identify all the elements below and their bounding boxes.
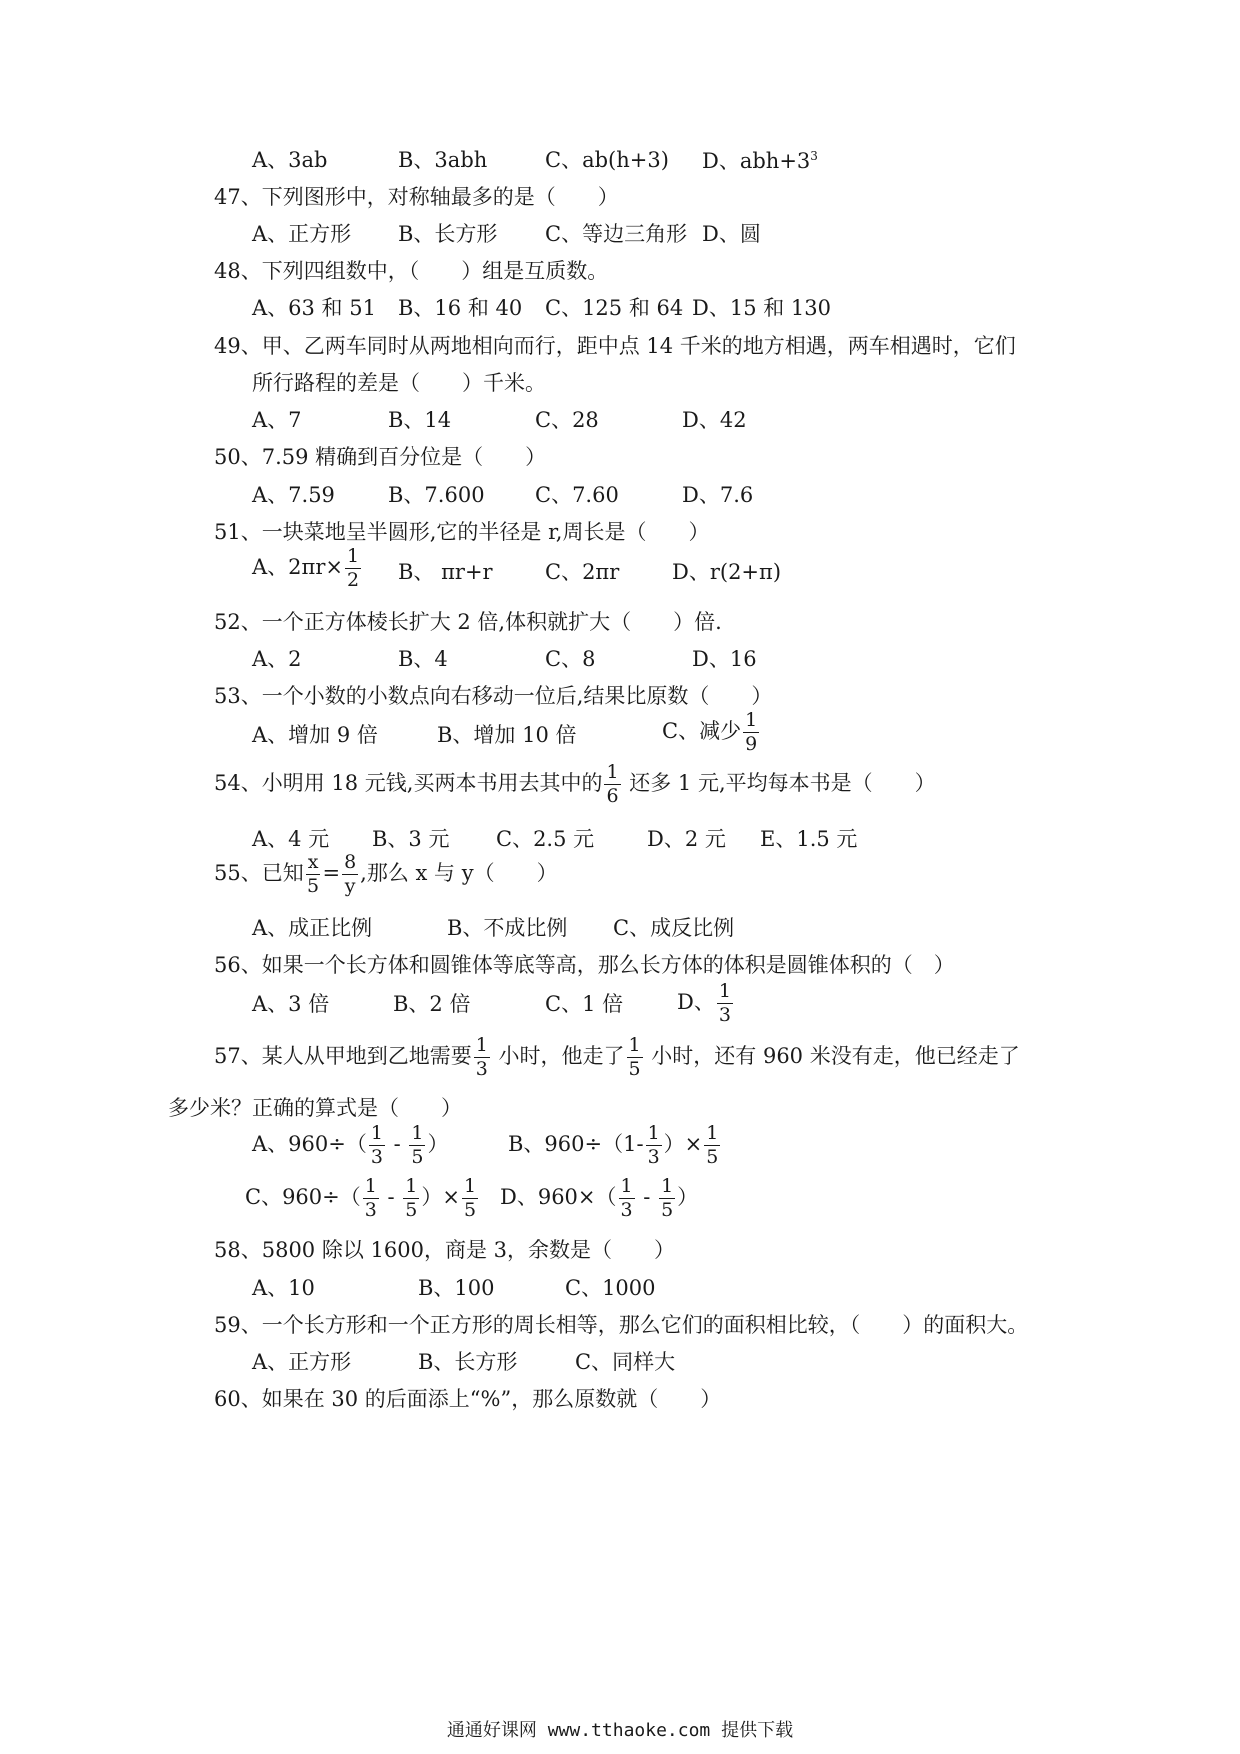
q51-option-c: C、2πr [545,560,620,584]
q54-option-e: E、1.5 元 [760,827,858,851]
fraction [474,1036,490,1079]
fraction-numerator: 1 [661,1175,674,1197]
q57-option-a-close: ） [427,1132,449,1156]
q52-option-d: D、16 [692,647,757,671]
q57-option-d [500,1177,698,1220]
q50-option-a: A、7.59 [252,483,335,507]
fraction-numerator: 1 [745,709,758,731]
q47-option-d: D、圆 [702,222,761,246]
q55-option-b: B、不成比例 [447,916,568,940]
q58-option-c: C、1000 [565,1276,656,1300]
q46-option-d-exponent: 3 [810,149,818,163]
q54-option-a: A、4 元 [252,827,330,851]
fraction [462,1177,478,1220]
footer-watermark: 通通好课网 www.tthaoke.com 提供下载 [446,1720,794,1741]
q59-option-a: A、正方形 [252,1350,352,1374]
fraction [704,1124,720,1167]
q60-stem: 60、如果在 30 的后面添上“%”，那么原数就（ ） [214,1387,722,1411]
fraction-denominator: 6 [606,785,619,807]
q57-option-b-text: B、960÷（1- [508,1132,644,1156]
q46-option-a: A、3ab [252,148,328,172]
q58-option-a: A、10 [252,1276,315,1300]
q53-option-c-text: C、减少 [662,719,742,743]
q57-option-a [252,1124,448,1167]
q46-option-d-base: D、abh+3 [702,149,811,173]
fraction-numerator: 1 [628,1034,641,1056]
q53-option-a: A、增加 9 倍 [252,723,378,747]
fraction-denominator: 5 [411,1146,424,1168]
q57-stem-pre: 57、某人从甲地到乙地需要 [214,1044,472,1068]
q56-option-c: C、1 倍 [545,992,624,1016]
q54-stem [214,763,936,806]
q59-stem: 59、一个长方形和一个正方形的周长相等，那么它们的面积相比较，（ ）的面积大。 [214,1313,1029,1337]
fraction-denominator: 5 [706,1146,719,1168]
q48-stem: 48、下列四组数中，（ ）组是互质数。 [214,259,609,283]
fraction-numerator: 1 [475,1034,488,1056]
q47-option-c: C、等边三角形 [545,222,688,246]
q52-option-a: A、2 [252,647,302,671]
q57-option-c-mid: ）× [421,1185,460,1209]
q51-option-a-text: A、2πr× [252,555,343,579]
q48-option-a: A、63 和 51 [252,296,376,320]
q47-stem: 47、下列图形中，对称轴最多的是（ ） [214,185,619,209]
q51-option-d: D、r(2+π) [672,560,782,584]
q55-stem [214,853,558,896]
equals-sign: = [322,861,341,885]
q49-option-d: D、42 [682,408,747,432]
fraction-denominator: 3 [370,1146,383,1168]
q50-option-b: B、7.600 [388,483,485,507]
q57-stem-mid: 小时，他走了 [491,1044,625,1068]
fraction [717,982,733,1025]
q49-option-c: C、28 [535,408,599,432]
q52-stem: 52、一个正方体棱长扩大 2 倍,体积就扩大（ ）倍. [214,610,722,634]
fraction [646,1124,662,1167]
q46-option-b: B、3abh [398,148,488,172]
q57-stem-line2: 多少米？正确的算式是（ ） [168,1096,462,1120]
q51-option-a [252,547,363,590]
q57-option-c [245,1177,480,1220]
q58-option-b: B、100 [418,1276,495,1300]
fraction-numerator: x [307,851,319,873]
fraction-numerator: 1 [405,1175,418,1197]
fraction-denominator: 3 [647,1146,660,1168]
q57-option-b [508,1124,722,1167]
q54-option-d: D、2 元 [647,827,726,851]
q55-stem-pre: 55、已知 [214,861,304,885]
q54-option-b: B、3 元 [372,827,450,851]
fraction-numerator: 1 [647,1122,660,1144]
fraction-denominator: y [344,875,356,897]
fraction-denominator: 5 [628,1058,641,1080]
fraction-denominator: 2 [346,569,360,591]
q59-option-c: C、同样大 [575,1350,676,1374]
fraction-numerator: 1 [606,761,619,783]
q49-option-a: A、7 [252,408,302,432]
fraction [342,853,358,896]
fraction-denominator: 5 [405,1199,418,1221]
q49-stem-line2: 所行路程的差是（ ）千米。 [252,371,546,395]
q46-option-c: C、ab(h+3) [545,148,669,172]
q57-option-d-text: D、960×（ [500,1185,617,1209]
fraction [363,1177,379,1220]
fraction-numerator: 1 [411,1122,424,1144]
fraction-numerator: 1 [346,545,360,567]
fraction [409,1124,425,1167]
q50-option-c: C、7.60 [535,483,619,507]
q49-stem-line1: 49、甲、乙两车同时从两地相向而行，距中点 14 千米的地方相遇，两车相遇时，它们 [214,334,1016,358]
q52-option-b: B、4 [398,647,448,671]
q51-stem: 51、一块菜地呈半圆形,它的半径是 r,周长是（ ） [214,520,710,544]
q50-option-d: D、7.6 [682,483,754,507]
q54-option-c: C、2.5 元 [496,827,595,851]
q55-option-a: A、成正比例 [252,916,373,940]
q57-option-a-text: A、960÷（ [252,1132,367,1156]
fraction [619,1177,635,1220]
fraction-numerator: 1 [718,980,731,1002]
fraction-denominator: 5 [307,875,320,897]
fraction [627,1036,643,1079]
q50-stem: 50、7.59 精确到百分位是（ ） [214,445,547,469]
fraction-numerator: 1 [706,1122,719,1144]
q47-option-b: B、长方形 [398,222,498,246]
fraction [345,547,361,590]
q56-option-a: A、3 倍 [252,992,330,1016]
fraction [743,711,759,754]
fraction [403,1177,419,1220]
q56-option-d [677,982,735,1025]
fraction-denominator: 5 [661,1199,674,1221]
minus-sign: - [636,1185,658,1209]
fraction-numerator: 1 [464,1175,477,1197]
q55-option-c: C、成反比例 [613,916,735,940]
fraction-numerator: 8 [344,851,357,873]
q57-stem-post: 小时，还有 960 米没有走，他已经走了 [644,1044,1020,1068]
q56-option-b: B、2 倍 [393,992,471,1016]
q53-option-c [662,711,761,754]
q56-option-d-text: D、 [677,990,715,1014]
fraction-denominator: 5 [464,1199,477,1221]
fraction-denominator: 9 [745,733,758,755]
fraction-denominator: 3 [718,1004,731,1026]
q57-option-c-text: C、960÷（ [245,1185,361,1209]
fraction [306,853,321,896]
q49-option-b: B、14 [388,408,452,432]
q57-option-b-mid: ）× [663,1132,703,1156]
fraction-denominator: 3 [620,1199,633,1221]
q55-stem-post: ,那么 x 与 y（ ） [360,861,558,885]
minus-sign: - [380,1185,402,1209]
minus-sign: - [386,1132,408,1156]
q47-option-a: A、正方形 [252,222,352,246]
fraction-numerator: 1 [370,1122,383,1144]
fraction [604,763,620,806]
q57-option-d-close: ） [677,1185,699,1209]
fraction [369,1124,385,1167]
q56-stem: 56、如果一个长方体和圆锥体等底等高，那么长方体的体积是圆锥体积的（ ） [214,953,955,977]
q51-option-b: B、 πr+r [398,560,493,584]
q48-option-c: C、125 和 64 [545,296,684,320]
q52-option-c: C、8 [545,647,596,671]
q54-stem-pre: 54、小明用 18 元钱,买两本书用去其中的 [214,771,603,795]
q58-stem: 58、5800 除以 1600，商是 3，余数是（ ） [214,1238,675,1262]
fraction-denominator: 3 [475,1058,488,1080]
fraction-numerator: 1 [364,1175,377,1197]
q57-stem-line1 [214,1036,1020,1079]
q46-option-d [702,150,818,172]
q54-stem-post: 还多 1 元,平均每本书是（ ） [622,771,936,795]
q53-stem: 53、一个小数的小数点向右移动一位后,结果比原数（ ） [214,684,773,708]
q48-option-d: D、15 和 130 [692,296,831,320]
fraction [659,1177,675,1220]
fraction-denominator: 3 [364,1199,377,1221]
q59-option-b: B、长方形 [418,1350,518,1374]
q48-option-b: B、16 和 40 [398,296,523,320]
fraction-numerator: 1 [620,1175,633,1197]
q53-option-b: B、增加 10 倍 [437,723,577,747]
